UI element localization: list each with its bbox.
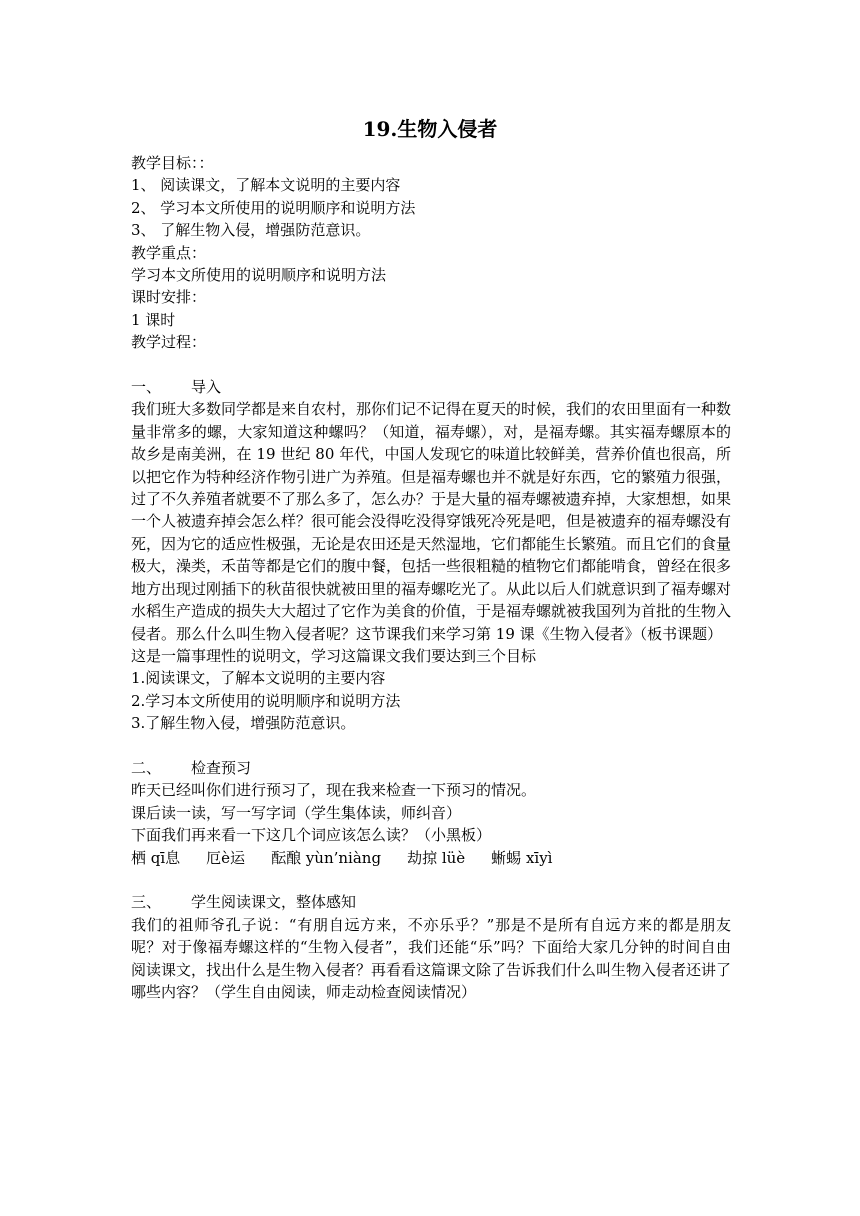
section-heading-reading bbox=[131, 891, 731, 913]
intro-paragraph: 我们班大多数同学都是来自农村，那你们记不记得在夏天的时候，我们的农田里面有一种数量非常多的螺，大家知道这种螺吗？（知道，福寿螺），对，是福寿螺。其实福寿螺原本的故乡是南美洲，在 19 世纪 80 年代，中国人发现它的味道比较鲜美，营养价值也很高，所以把它作为特种经济作物引进广为养殖。但是福寿螺也并不就是好东西，它的繁殖力很强，过了不久养殖者就要不了那么多了，怎么办？于是大量的福寿螺被遗弃掉，大家想想，如果一个人被遗弃掉会怎么样？很可能会没得吃没得穿饿死冷死是吧，但是被遗弃的福寿螺没有死，因为它的适应性极强，无论是农田还是天然湿地，它们都能生长繁殖。而且它们的食量极大，澡类，禾苗等都是它们的腹中餐，包括一些很粗糙的植物它们都能啃食，曾经在很多地方出现过刚插下的秋苗很快就被田里的福寿螺吃光了。从此以后人们就意识到了福寿螺对水稻生产造成的损失大大超过了它作为美食的价值，于是福寿螺就被我国列为首批的生物入侵者。那么什么叫生物入侵者呢？这节课我们来学习第 19 课《生物入侵者》（板书课题） bbox=[131, 400, 732, 643]
objective-item: 1.阅读课文，了解本文说明的主要内容 bbox=[131, 669, 386, 688]
focus-heading: 教学重点： bbox=[131, 243, 207, 262]
pinyin-word: 栖 qī息 bbox=[131, 848, 181, 867]
pinyin-word: 劫掠 lüè bbox=[407, 848, 466, 867]
goal-item: 2、 学习本文所使用的说明顺序和说明方法 bbox=[131, 198, 416, 217]
section-heading-intro bbox=[131, 376, 731, 398]
section-number: 三、 bbox=[131, 893, 162, 912]
objective-item: 3.了解生物入侵，增强防范意识。 bbox=[131, 714, 356, 733]
pinyin-word: 酝酿 yùn’niàng bbox=[271, 848, 382, 867]
section-number: 二、 bbox=[131, 758, 162, 777]
section-title: 学生阅读课文，整体感知 bbox=[191, 893, 357, 912]
section-title: 导入 bbox=[191, 378, 222, 397]
pinyin-words bbox=[131, 847, 731, 869]
spacer bbox=[131, 735, 731, 757]
pinyin-word: 厄è运 bbox=[206, 848, 246, 867]
section-heading-preview bbox=[131, 757, 731, 779]
section-title: 检查预习 bbox=[191, 758, 252, 777]
schedule-text: 1 课时 bbox=[131, 310, 176, 329]
focus-text: 学习本文所使用的说明顺序和说明方法 bbox=[131, 266, 387, 285]
text-line: 下面我们再来看一下这几个词应该怎么读？（小黑板） bbox=[131, 826, 492, 845]
pinyin-word: 蜥蜴 xīyì bbox=[491, 848, 553, 867]
goal-item: 1、 阅读课文，了解本文说明的主要内容 bbox=[131, 176, 401, 195]
objective-item: 2.学习本文所使用的说明顺序和说明方法 bbox=[131, 691, 401, 710]
goals-heading: 教学目标：： bbox=[131, 154, 214, 172]
spacer bbox=[131, 354, 731, 376]
lesson-body bbox=[131, 152, 731, 1003]
section-number: 一、 bbox=[131, 378, 162, 397]
reading-paragraph: 我们的祖师爷孔子说：“有朋自远方来，不亦乐乎？”那是不是所有自远方来的都是朋友呢？对于像福寿螺这样的“生物入侵者”，我们还能“乐”吗？下面给大家几分钟的时间自由阅读课文，找出什么是生物入侵者？再看看这篇课文除了告诉我们什么叫生物入侵者还讲了哪些内容？（学生自由阅读，师走动检查阅读情况） bbox=[131, 915, 732, 1001]
goal-item: 3、 了解生物入侵，增强防范意识。 bbox=[131, 221, 371, 240]
text-line: 昨天已经叫你们进行预习了，现在我来检查一下预习的情况。 bbox=[131, 781, 537, 800]
process-heading: 教学过程： bbox=[131, 333, 207, 352]
spacer bbox=[131, 869, 731, 891]
page-title: 19.生物入侵者 bbox=[362, 117, 498, 141]
text-line: 这是一篇事理性的说明文，学习这篇课文我们要达到三个目标 bbox=[131, 646, 537, 665]
text-line: 课后读一读，写一写字词（学生集体读，师纠音） bbox=[131, 803, 462, 822]
schedule-heading: 课时安排： bbox=[131, 288, 207, 307]
